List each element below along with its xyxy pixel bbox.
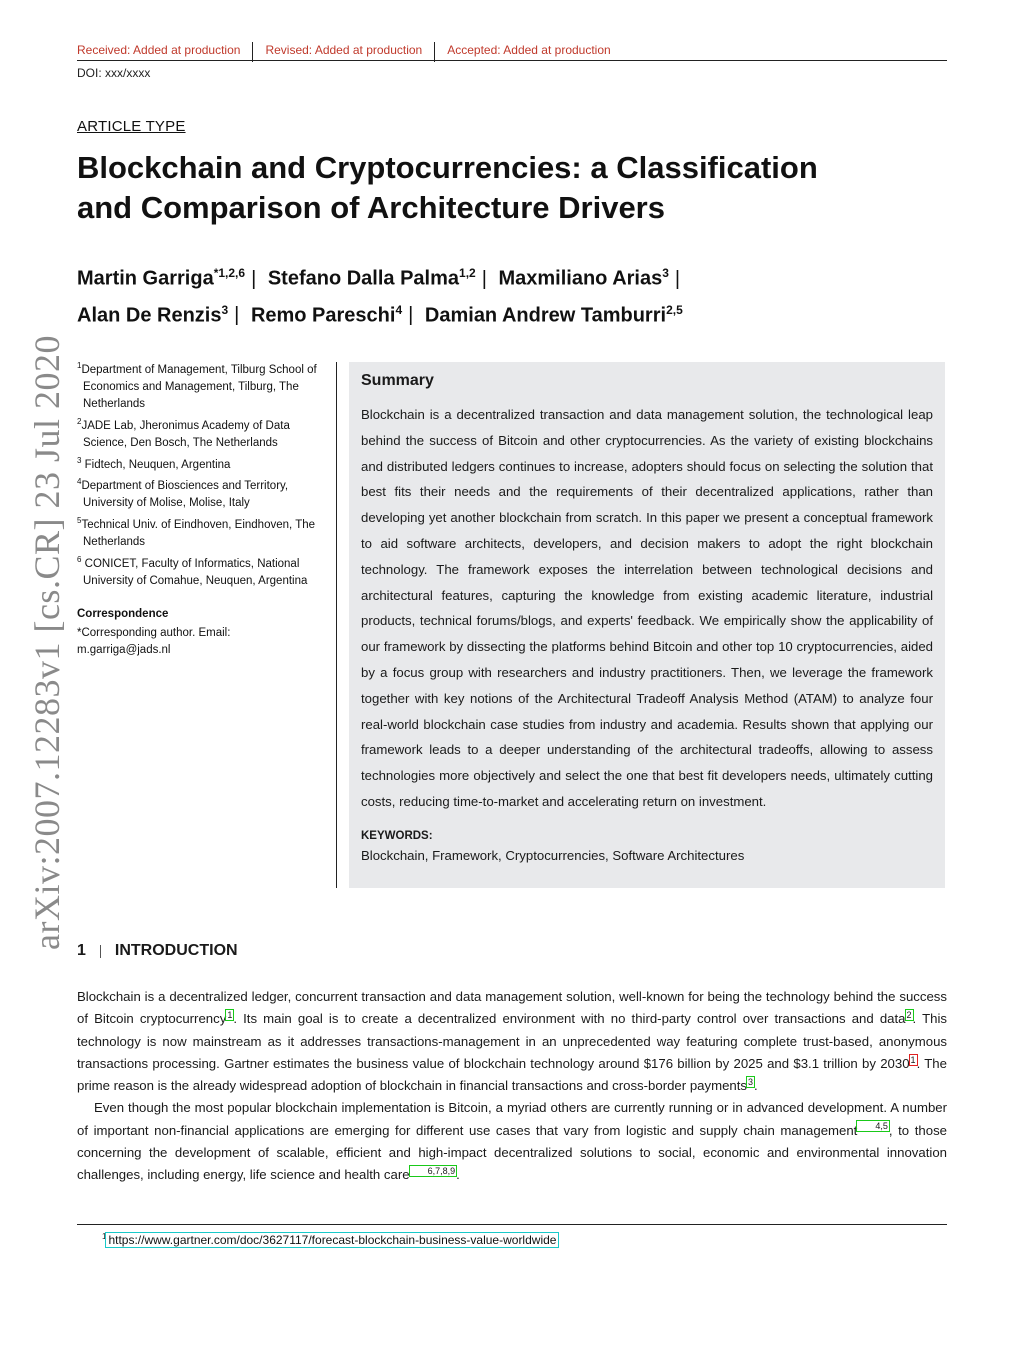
page-title: Blockchain and Cryptocurrencies: a Classification and Comparison of Architecture Drivers: [77, 150, 818, 225]
section-heading: [77, 942, 238, 960]
citation-link[interactable]: 3: [748, 1076, 754, 1087]
author-marks: *1,2,6: [213, 266, 246, 280]
affiliation-item: $^3$ Fidtech, Neuquen, Argentina: [77, 455, 231, 471]
publication-dates: [77, 42, 623, 62]
citation-link[interactable]: 6,7,8,9: [410, 1166, 457, 1176]
author-marks: 3: [662, 266, 669, 280]
received-date: Received: Added at production: [77, 43, 241, 57]
keywords-text: Blockchain, Framework, Cryptocurrencies, Software Architectures: [361, 848, 745, 863]
author-marks: 4: [395, 302, 403, 317]
summary-heading: Summary: [361, 372, 434, 389]
arxiv-stamp: arXiv:2007.12283v1 [cs.CR] 23 Jul 2020: [27, 335, 67, 950]
author-name: Stefano Dalla Palma: [267, 267, 460, 290]
author-name: Remo Pareschi: [250, 304, 396, 327]
footnote-link[interactable]: 1: [910, 1054, 916, 1065]
affiliation-item: $^5$Technical Univ. of Eindhoven, Eindhoven, The Netherlands: [77, 516, 316, 549]
header-rule: [77, 60, 947, 61]
article-type: ARTICLE TYPE: [77, 118, 186, 135]
footnote-number: 1: [102, 1232, 107, 1241]
section-number: 1: [77, 942, 86, 959]
divider: |: [234, 304, 240, 327]
footnote: [102, 1232, 558, 1247]
correspondence-heading: Correspondence: [77, 607, 169, 620]
column-divider: [336, 362, 337, 888]
affiliation-item: $^1$Department of Management, Tilburg School of Economics and Management, Tilburg, The Netherlands: [77, 361, 317, 410]
paragraph: Blockchain is a decentralized ledger, concurrent transaction and data management solution, well-known for being the technology behind the success of Bitcoin cryptocurrency1. Its main goal is to create a decentralized environment with no third-party control over transactions and data2. This technology is now mainstream as it addresses transactions-management in an unprecedented way featuring complete trust-based, anonymous transactions processing. Gartner estimates the business value of blockchain technology around $176 billion by 2025 and $3.1 trillion by 20301. The prime reason is the already widespread adoption of blockchain in financial transactions and cross-border payments3.: [77, 989, 947, 1094]
summary-box: [349, 362, 945, 888]
keywords-heading: KEYWORDS:: [361, 830, 433, 842]
citation-link[interactable]: 1: [227, 1009, 233, 1020]
author-marks: 3: [221, 302, 229, 317]
divider: |: [481, 267, 487, 290]
accepted-date: Accepted: Added at production: [447, 43, 611, 57]
citation-link[interactable]: 4,5: [857, 1121, 889, 1131]
author-name: Alan De Renzis: [77, 304, 222, 327]
author-marks: 1,2: [459, 266, 476, 280]
footnote-url-link[interactable]: https://www.gartner.com/doc/3627117/forecast-blockchain-business-value-worldwide: [108, 1233, 557, 1247]
section-title: INTRODUCTION: [114, 942, 238, 959]
divider: |: [674, 267, 681, 290]
divider: |: [251, 267, 257, 290]
affiliations: [77, 357, 322, 659]
summary-text: Blockchain is a decentralized transaction and data management solution, the technological leap behind the success of Bitcoin and other cryptocurrencies. As the variety of existing blockchains and distributed ledgers continues to increase, adopters should focus on selecting the solution that best fits their needs and the requirements of their decentralized applications, rather than developing yet another blockchain from scratch. In this paper we present a conceptual framework to aid software architects, developers, and decision makers to adopt the right blockchain technology. The framework exposes the interrelation between technological decisions and architectural features, capturing the knowledge from existing academic literature, industrial products, technical forums/blogs, and experts' feedback. We empirically show the applicability of our framework by dissecting the platforms behind Bitcoin and other top 10 cryptocurrencies, aided by a focus group with researchers and industry practitioners. Then, we leverage the framework together with key notions of the Architectural Tradeoff Analysis Method (ATAM) to analyze four real-world blockchain case studies from industry and academia. Results shown that applying our framework leads to a deeper understanding of the architectural tradeoffs, allowing to assess technologies more objectively and select the one that best fit developers needs, ultimately cutting costs, reducing time-to-market and accelerating return on investment.: [361, 407, 933, 809]
footnote-rule: [77, 1224, 947, 1225]
affiliation-item: $^2$JADE Lab, Jheronimus Academy of Data Science, Den Bosch, The Netherlands: [77, 416, 290, 449]
author-name: Martin Garriga: [77, 267, 214, 290]
author-list: [77, 258, 837, 331]
author-marks: 2,5: [666, 302, 683, 317]
paragraph: Even though the most popular blockchain implementation is Bitcoin, a myriad others are currently running or in advanced development. A number of important non-financial applications are emerging for different use cases that vary from logistic and supply chain management 4,5, to those concerning the development of scalable, efficient and high-impact decentralized solutions to social, economic and environmental innovation challenges, including energy, life science and health care 6,7,8,9.: [77, 1100, 947, 1183]
citation-link[interactable]: 2: [906, 1009, 912, 1020]
author-name: Damian Andrew Tamburri: [424, 304, 667, 327]
divider: [100, 945, 101, 958]
author-name: Maxmiliano Arias: [498, 267, 663, 290]
affiliation-item: $^6$ CONICET, Faculty of Informatics, National University of Comahue, Neuquen, Argentina: [77, 555, 308, 587]
introduction-body: [77, 986, 947, 1187]
revised-date: Revised: Added at production: [265, 43, 423, 57]
correspondence-text: *Corresponding author. Email: m.garriga@jads.nl: [77, 626, 231, 656]
affiliation-item: $^4$Department of Biosciences and Territory, University of Molise, Molise, Italy: [77, 477, 289, 510]
divider: |: [408, 304, 414, 327]
doi: DOI: xxx/xxxx: [77, 66, 151, 80]
